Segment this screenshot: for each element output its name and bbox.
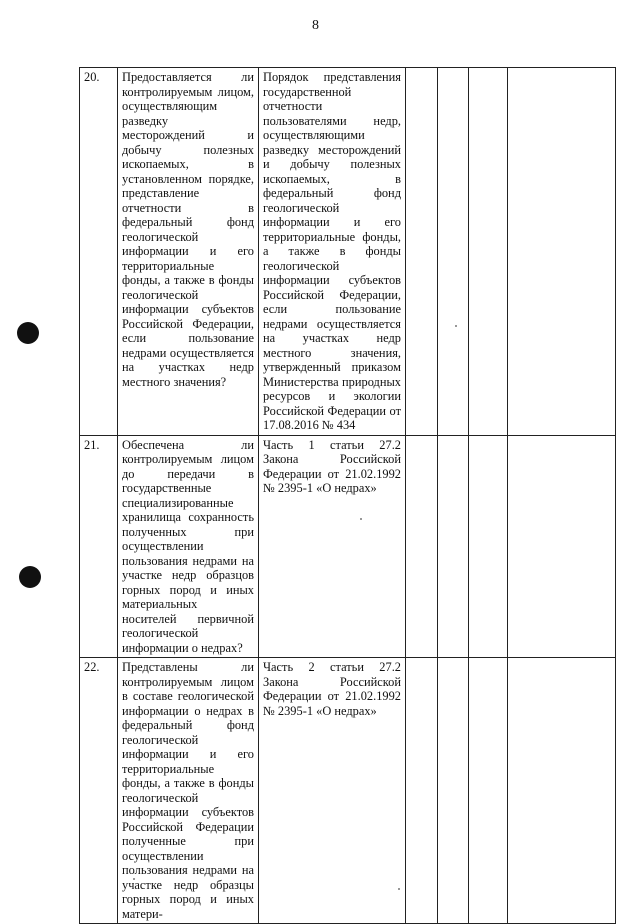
answer-yes-cell bbox=[406, 658, 438, 924]
answer-not-applicable-cell bbox=[469, 435, 508, 658]
answer-yes-cell bbox=[406, 68, 438, 436]
answer-yes-cell bbox=[406, 435, 438, 658]
page-number: 8 bbox=[312, 18, 319, 33]
table-row bbox=[80, 658, 616, 924]
answer-no-cell bbox=[438, 658, 469, 924]
legal-basis: Часть 1 статьи 27.2 Закона Российской Федерации от 21.02.1992 № 2395-1 «О недрах» bbox=[259, 435, 406, 658]
requirement-question: Представлены ли контролируемым лицом в составе геологической информации о недрах в федеральный фонд геологической информации и его территориальные фонды, а также в фонды геологической информации субъектов Российской Федерации полученные при осуществлении пользования недрами на участке недр образцы горных пород и иных матери- bbox=[118, 658, 259, 924]
row-number: 20. bbox=[80, 68, 118, 436]
answer-not-applicable-cell bbox=[469, 68, 508, 436]
legal-basis: Порядок представления государственной отчетности пользователями недр, осуществляющими разведку месторождений и добычу полезных ископаемых, в федеральный фонд геологической информации и его территориальные фонды, а также в фонды геологической информации субъектов Российской Федерации, если пользование недрами осуществляется на участках недр местного значения, утвержденный приказом Министерства природных ресурсов и экологии Российской Федерации от 17.08.2016 № 434 bbox=[259, 68, 406, 436]
note-cell bbox=[508, 435, 616, 658]
answer-no-cell bbox=[438, 435, 469, 658]
note-cell bbox=[508, 68, 616, 436]
row-number: 21. bbox=[80, 435, 118, 658]
row-number: 22. bbox=[80, 658, 118, 924]
legal-basis: Часть 2 статьи 27.2 Закона Российской Федерации от 21.02.1992 № 2395-1 «О недрах» bbox=[259, 658, 406, 924]
answer-not-applicable-cell bbox=[469, 658, 508, 924]
requirement-question: Обеспечена ли контролируемым лицом до передачи в государственные специализированные хранилища сохранность полученных при осуществлении пользования недрами на участке недр образцов горных пород и иных материальных носителей первичной геологической информации о недрах? bbox=[118, 435, 259, 658]
answer-no-cell bbox=[438, 68, 469, 436]
checklist-table bbox=[79, 67, 616, 924]
table-row bbox=[80, 435, 616, 658]
requirement-question: Предоставляется ли контролируемым лицом, осуществляющим разведку месторождений и добычу полезных ископаемых, в установленном порядке, представление отчетности в федеральный фонд геологической информации и его территориальные фонды, а также в фонды геологической информации субъектов Российской Федерации, если пользование недрами осуществляется на участках недр местного значения? bbox=[118, 68, 259, 436]
table-row bbox=[80, 68, 616, 436]
binder-hole bbox=[17, 322, 39, 344]
binder-hole bbox=[19, 566, 41, 588]
note-cell bbox=[508, 658, 616, 924]
